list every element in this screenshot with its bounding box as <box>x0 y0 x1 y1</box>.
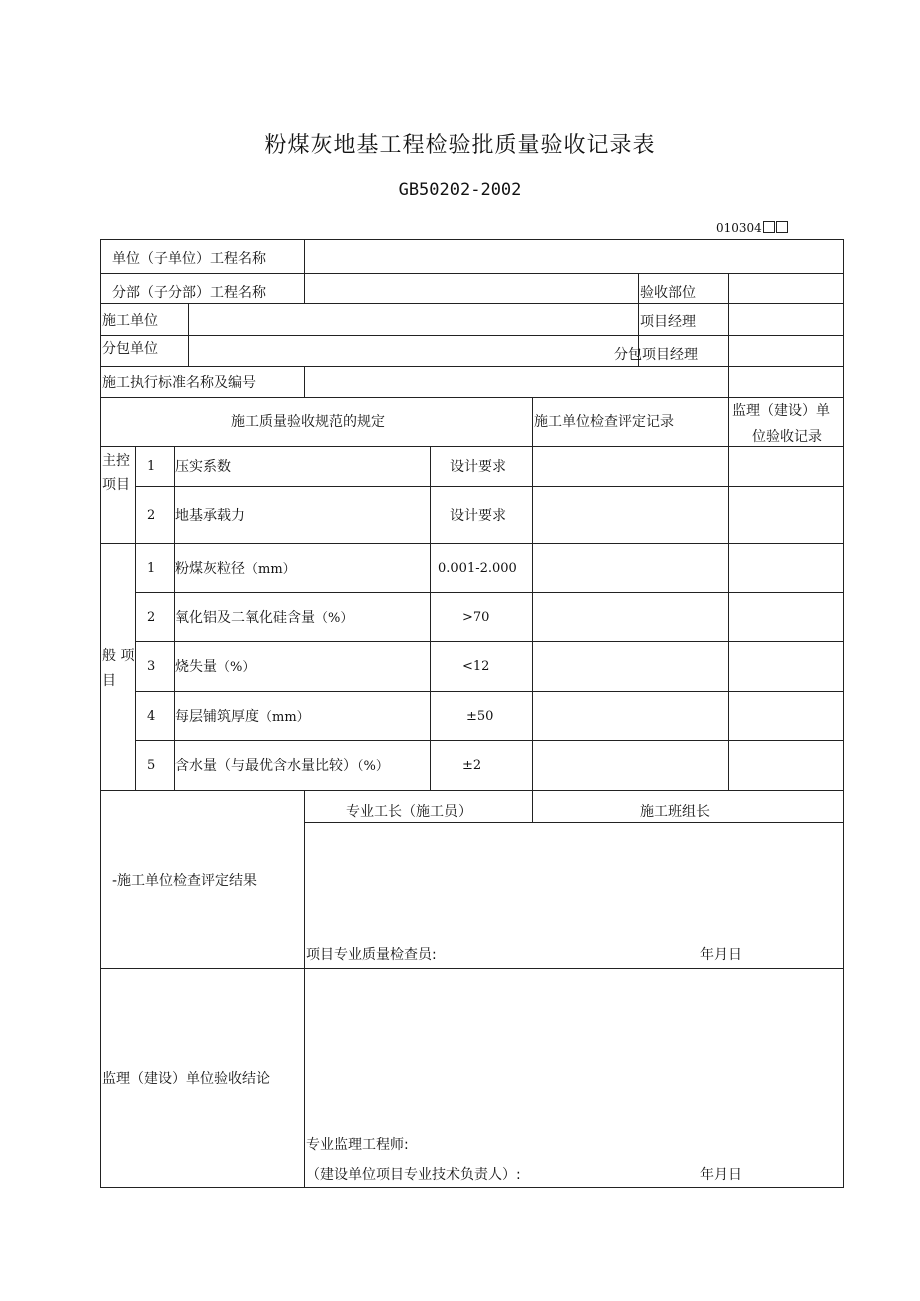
result-label: -施工单位检查评定结果 <box>112 873 258 889</box>
form-number <box>716 221 788 235</box>
checkbox-icon <box>763 221 775 233</box>
item-no: 4 <box>147 709 156 724</box>
item-unit: （%） <box>357 759 389 774</box>
subcontract-unit-label: 分包单位 <box>102 341 158 357</box>
result-date: 年月日 <box>700 947 742 963</box>
project-manager-label: 项目经理 <box>640 314 696 330</box>
conclusion-label: 监理（建设）单位验收结论 <box>102 1071 270 1087</box>
inspector-label: 项目专业质量检查员: <box>306 947 437 963</box>
main-control-label-2: 项目 <box>102 477 130 493</box>
owner-rep-label: （建设单位项目专业技术负责人）: <box>306 1167 521 1183</box>
general-label-2: 目 <box>102 673 116 689</box>
item-requirement: ±2 <box>462 758 482 773</box>
item-unit: （mm） <box>245 562 296 577</box>
item-name <box>175 758 389 775</box>
subcontract-manager-label: 分包项目经理 <box>614 347 698 363</box>
item-no: 2 <box>147 610 156 625</box>
item-unit: （%） <box>315 611 354 626</box>
supervision-header-line1: 监理（建设）单 <box>732 403 830 419</box>
supervision-header-line2: 位验收记录 <box>752 429 822 445</box>
item-name <box>175 561 296 578</box>
item-requirement: >70 <box>462 610 490 625</box>
team-leader-label: 施工班组长 <box>640 804 710 820</box>
acceptance-form <box>100 239 844 1188</box>
item-requirement: ±50 <box>466 709 494 724</box>
item-no: 5 <box>147 758 156 773</box>
unit-project-name-label: 单位（子单位）工程名称 <box>112 251 266 267</box>
item-no: 1 <box>147 561 156 576</box>
conclusion-date: 年月日 <box>700 1167 742 1183</box>
item-unit: （%） <box>217 660 256 675</box>
item-name: 压实系数 <box>175 459 231 475</box>
item-name-text: 含水量（与最优含水量比较） <box>175 758 357 774</box>
standard-name-label: 施工执行标准名称及编号 <box>102 375 256 391</box>
item-name-text: 烧失量 <box>175 659 217 675</box>
item-name <box>175 709 310 726</box>
item-requirement: 0.001-2.000 <box>438 561 517 576</box>
form-title: 粉煤灰地基工程检验批质量验收记录表 <box>264 133 656 158</box>
item-name <box>175 610 353 627</box>
item-no: 3 <box>147 659 156 674</box>
standard-code: GB50202-2002 <box>398 180 522 200</box>
general-label-1: 般 项 <box>102 648 135 664</box>
acceptance-part-label: 验收部位 <box>640 285 696 301</box>
sub-project-name-label: 分部（子分部）工程名称 <box>112 285 266 301</box>
item-requirement: 设计要求 <box>450 508 506 524</box>
item-requirement: 设计要求 <box>450 459 506 475</box>
construction-unit-label: 施工单位 <box>102 313 158 329</box>
item-name-text: 每层铺筑厚度 <box>175 709 259 725</box>
spec-header: 施工质量验收规范的规定 <box>231 414 385 430</box>
item-no: 2 <box>147 508 156 523</box>
item-name <box>175 659 255 676</box>
item-name-text: 粉煤灰粒径 <box>175 561 245 577</box>
item-no: 1 <box>147 459 156 474</box>
item-name: 地基承载力 <box>175 508 245 524</box>
engineer-label: 专业监理工程师: <box>306 1137 409 1153</box>
main-control-label-1: 主控 <box>102 453 130 469</box>
form-number-text: 010304 <box>716 221 762 235</box>
check-record-header: 施工单位检查评定记录 <box>534 414 674 430</box>
foreman-label: 专业工长（施工员） <box>346 804 472 820</box>
item-unit: （mm） <box>259 710 310 725</box>
item-name-text: 氧化铝及二氧化硅含量 <box>175 610 315 626</box>
item-requirement: <12 <box>462 659 490 674</box>
checkbox-icon <box>776 221 788 233</box>
